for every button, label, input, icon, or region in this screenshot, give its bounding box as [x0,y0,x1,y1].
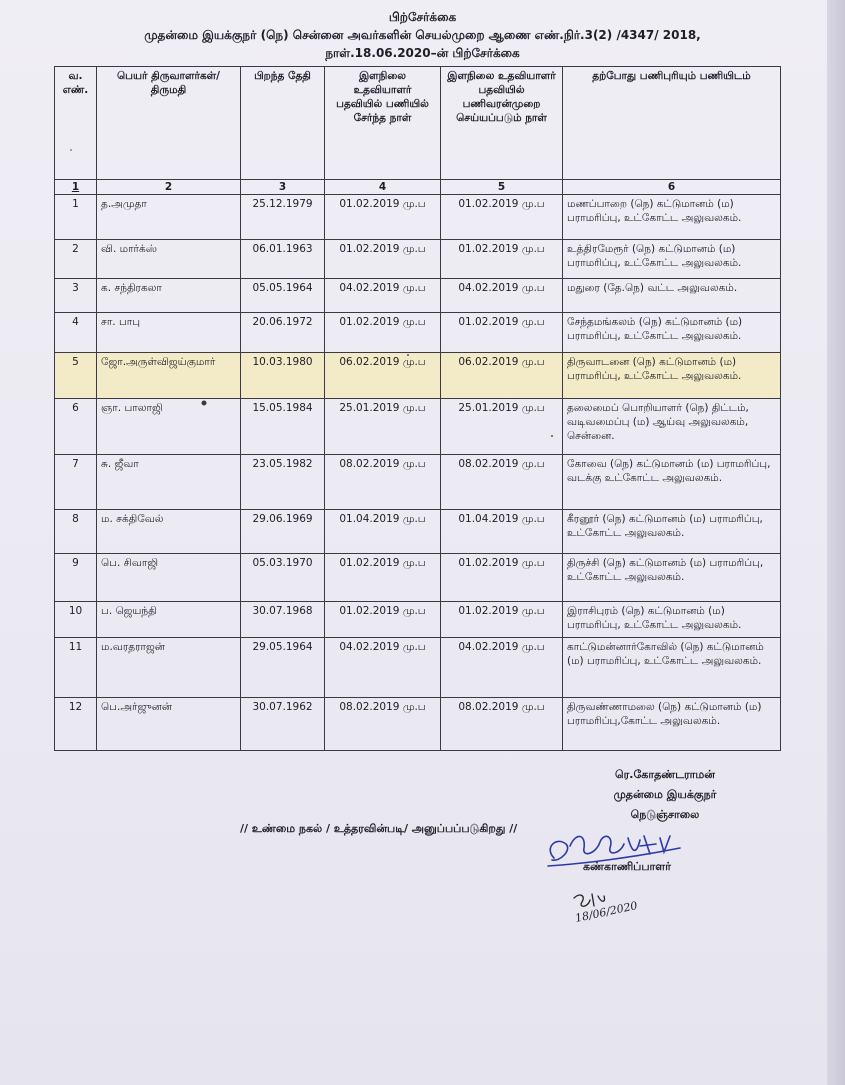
joined-date-cell: 08.02.2019 மு.ப [325,455,441,510]
serial-cell: 11 [55,638,97,698]
svg-text:18/06/2020: 18/06/2020 [573,899,639,925]
office-cell: கீரனூர் (நெ) கட்டுமானம் (ம) பராமரிப்பு, உட்கோட்ட அலுவலகம். [563,510,781,554]
joined-date-cell: 01.02.2019 மு.ப [325,240,441,279]
signatory-designation: முதன்மை இயக்குநர் [613,788,717,801]
serial-cell: 1 [55,195,97,240]
office-cell: திருவாடனை (நெ) கட்டுமானம் (ம) பராமரிப்பு, உட்கோட்ட அலுவலகம். [563,353,781,399]
office-cell: காட்டுமன்னார்கோவில் (நெ) கட்டுமானம் (ம) பராமரிப்பு, உட்கோட்ட அலுவலகம். [563,638,781,698]
name-cell: சா. பாபு [97,313,241,353]
joined-date-cell: 04.02.2019 மு.ப [325,638,441,698]
serial-cell: 6 [55,399,97,455]
joined-date-cell: 25.01.2019 மு.ப [325,399,441,455]
name-cell: ம. சக்திவேல் [97,510,241,554]
column-number: 6 [563,180,781,195]
column-number: 5 [441,180,563,195]
attestation-note: // உண்மை நகல் / உத்தரவின்படி/ அனுப்பப்படுகிறது // [240,822,518,835]
header-dob: பிறந்த தேதி [241,67,325,180]
name-cell: பெ. சிவாஜி [97,554,241,602]
dob-cell: 25.12.1979 [241,195,325,240]
signatory-name: ரெ.கோதண்டராமன் [615,768,715,781]
regularised-date-cell: 08.02.2019 மு.ப [441,698,563,751]
name-cell: ம.வரதராஜன் [97,638,241,698]
dob-cell: 20.06.1972 [241,313,325,353]
dob-cell: 23.05.1982 [241,455,325,510]
joined-date-cell: 01.02.2019 மு.ப [325,195,441,240]
signatory-department: நெடுஞ்சாலை [630,808,700,821]
name-cell: வி. மார்க்ஸ் [97,240,241,279]
serial-cell: 12 [55,698,97,751]
name-cell: ப. ஜெயந்தி [97,602,241,638]
office-cell: இராசிபுரம் (நெ) கட்டுமானம் (ம) பராமரிப்பு, உட்கோட்ட அலுவலகம். [563,602,781,638]
serial-cell: 2 [55,240,97,279]
name-cell: சு. ஜீவா [97,455,241,510]
regularised-date-cell: 06.02.2019 மு.ப [441,353,563,399]
column-number: 2 [97,180,241,195]
dob-cell: 30.07.1962 [241,698,325,751]
order-reference: முதன்மை இயக்குநர் (நெ) சென்னை அவர்களின் செயல்முறை ஆணை எண்.நிர்.3(2) /4347/ 2018, [144,28,701,42]
header-joined: இளநிலை உதவியாளர் பதவியில் பணியில் சேர்ந்த நாள் [325,67,441,180]
serial-cell: 8 [55,510,97,554]
supervisor-label: கண்காணிப்பாளர் [583,860,671,873]
joined-date-cell: 04.02.2019 மு.ப [325,279,441,313]
serial-cell: 7 [55,455,97,510]
joined-date-cell: 01.02.2019 மு.ப [325,313,441,353]
dob-cell: 10.03.1980 [241,353,325,399]
name-cell: த.அமுதா [97,195,241,240]
office-cell: மணப்பாறை (நெ) கட்டுமானம் (ம) பராமரிப்பு, உட்கோட்ட அலுவலகம். [563,195,781,240]
regularised-date-cell: 08.02.2019 மு.ப [441,455,563,510]
regularised-date-cell: 04.02.2019 மு.ப [441,279,563,313]
regularised-date-cell: 01.02.2019 மு.ப [441,195,563,240]
dob-cell: 05.03.1970 [241,554,325,602]
header-serial: வ. எண். [55,67,97,180]
regularised-date-cell: 01.02.2019 மு.ப [441,313,563,353]
dob-cell: 30.07.1968 [241,602,325,638]
office-cell: தலைமைப் பொறியாளர் (நெ) திட்டம், வடிவமைப்பு (ம) ஆய்வு அலுவலகம், சென்னை. [563,399,781,455]
regularised-date-cell: 01.04.2019 மு.ப [441,510,563,554]
joined-date-cell: 01.02.2019 மு.ப [325,602,441,638]
regularised-date-cell: 04.02.2019 மு.ப [441,638,563,698]
office-cell: உத்திரமேரூர் (நெ) கட்டுமானம் (ம) பராமரிப்பு, உட்கோட்ட அலுவலகம். [563,240,781,279]
name-cell: க. சந்திரகலா [97,279,241,313]
annexure-date: நாள்.18.06.2020–ன் பிற்சேர்க்கை [325,46,520,60]
serial-cell: 10 [55,602,97,638]
name-cell: பெ.அர்ஜுனன் [97,698,241,751]
serial-cell: 9 [55,554,97,602]
column-number: 4 [325,180,441,195]
office-cell: திருச்சி (நெ) கட்டுமானம் (ம) பராமரிப்பு, உட்கோட்ட அலுவலகம். [563,554,781,602]
serial-cell: 5 [55,353,97,399]
joined-date-cell: 01.04.2019 மு.ப [325,510,441,554]
dob-cell: 06.01.1963 [241,240,325,279]
dob-cell: 05.05.1964 [241,279,325,313]
joined-date-cell: 08.02.2019 மு.ப [325,698,441,751]
office-cell: திருவண்ணாமலை (நெ) கட்டுமானம் (ம) பராமரிப்பு,கோட்ட அலுவலகம். [563,698,781,751]
header-office: தற்போது பணிபுரியும் பணியிடம் [563,67,781,180]
regularised-date-cell: 01.02.2019 மு.ப [441,602,563,638]
name-cell: ஜோ.அருள்விஜய்குமார் [97,353,241,399]
office-cell: சேந்தமங்கலம் (நெ) கட்டுமானம் (ம) பராமரிப்பு, உட்கோட்ட அலுவலகம். [563,313,781,353]
dob-cell: 29.06.1969 [241,510,325,554]
serial-cell: 3 [55,279,97,313]
regularised-date-cell: 25.01.2019 மு.ப [441,399,563,455]
column-number: 3 [241,180,325,195]
regularised-date-cell: 01.02.2019 மு.ப [441,240,563,279]
serial-cell: 4 [55,313,97,353]
regularised-date-cell: 01.02.2019 மு.ப [441,554,563,602]
column-number: 1 [55,180,97,195]
name-cell: ஞா. பாலாஜி [97,399,241,455]
header-regularised: இளநிலை உதவியாளர் பதவியில் பணிவரன்முறை செய்யப்படும் நாள் [441,67,563,180]
office-cell: கோவை (நெ) கட்டுமானம் (ம) பராமரிப்பு, வடக்கு உட்கோட்ட அலுவலகம். [563,455,781,510]
joined-date-cell: 06.02.2019 மு.ப [325,353,441,399]
office-cell: மதுரை (தே.நெ) வட்ட அலுவலகம். [563,279,781,313]
document-title: பிற்சேர்க்கை [388,10,457,24]
dob-cell: 15.05.1984 [241,399,325,455]
joined-date-cell: 01.02.2019 மு.ப [325,554,441,602]
dob-cell: 29.05.1964 [241,638,325,698]
header-name: பெயர் திருவாளர்கள்/ திருமதி [97,67,241,180]
